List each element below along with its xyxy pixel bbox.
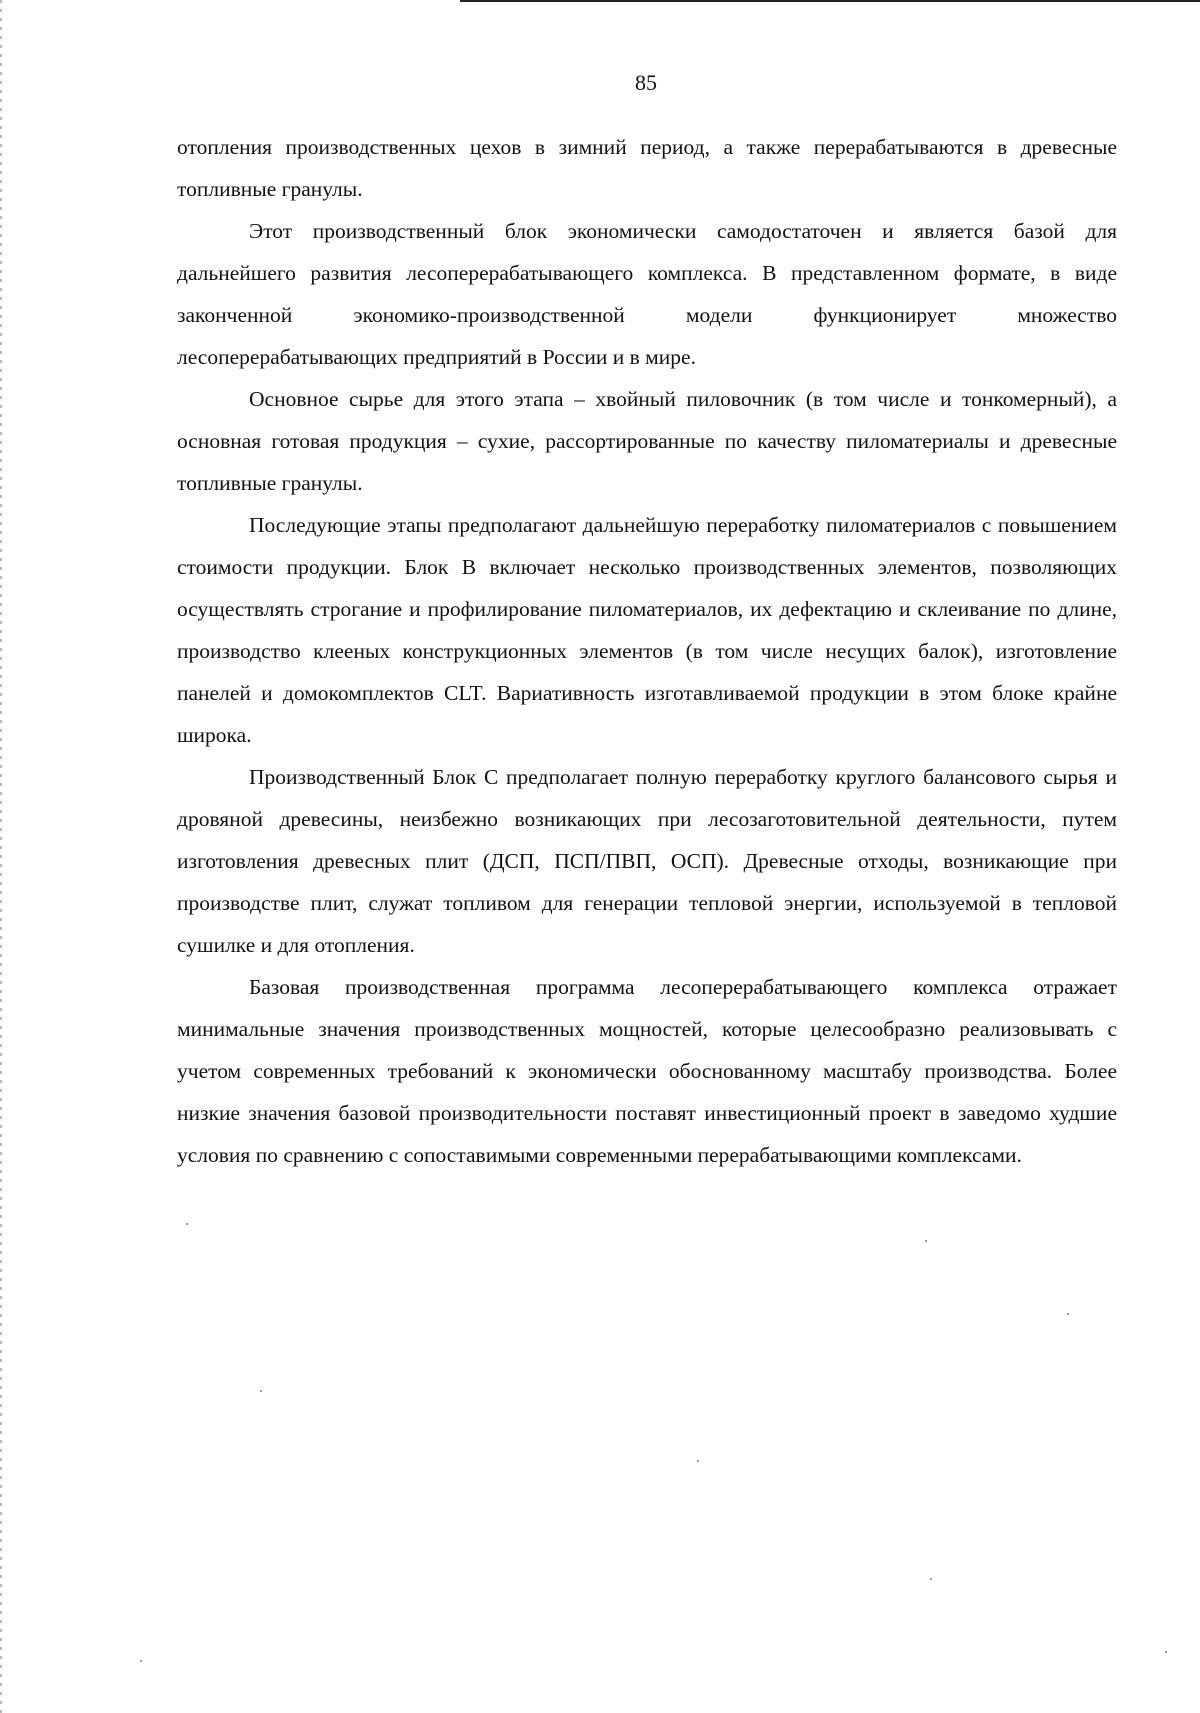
scan-left-edge (0, 0, 2, 1713)
scan-speck (186, 1223, 188, 1225)
document-body (177, 126, 1117, 1176)
scan-speck (930, 1578, 932, 1580)
paragraph-1: отопления производственных цехов в зимний период, а также перерабатываются в древесные топливные гранулы. (177, 135, 1117, 201)
scan-speck (925, 1240, 927, 1242)
scan-top-border (460, 0, 1200, 2)
paragraph-5: Производственный Блок С предполагает полную переработку круглого балансового сырья и дровяной древесины, неизбежно возникающих при лесозаготовительной деятельности, путем изготовления древесных плит (ДСП, ПСП/ПВП, ОСП). Древесные отходы, возникающие при производстве плит, служат топливом для генерации тепловой энергии, используемой в тепловой сушилке и для отопления. (177, 765, 1117, 957)
paragraph-4: Последующие этапы предполагают дальнейшую переработку пиломатериалов с повышением стоимости продукции. Блок В включает несколько производственных элементов, позволяющих осуществлять строгание и профилирование пиломатериалов, их дефектацию и склеивание по длине, производство клееных конструкционных элементов (в том числе несущих балок), изготовление панелей и домокомплектов CLT. Вариативность изготавливаемой продукции в этом блоке крайне широка. (177, 513, 1117, 747)
paragraph-6: Базовая производственная программа лесоперерабатывающего комплекса отражает минимальные значения производственных мощностей, которые целесообразно реализовывать с учетом современных требований к экономически обоснованному масштабу производства. Более низкие значения базовой производительности поставят инвестиционный проект в заведомо худшие условия по сравнению с сопоставимыми современными перерабатывающими комплексами. (177, 975, 1117, 1167)
page-number: 85 (635, 70, 657, 95)
scan-speck (697, 1460, 699, 1462)
scan-speck (140, 1660, 142, 1662)
paragraph-2: Этот производственный блок экономически самодостаточен и является базой для дальнейшего развития лесоперерабатывающего комплекса. В представленном формате, в виде законченной экономико-производственной модели функционирует множество лесоперерабатывающих предприятий в России и в мире. (177, 219, 1117, 369)
scan-speck (1067, 1313, 1069, 1315)
scan-speck (1165, 1651, 1167, 1653)
scan-speck (260, 1390, 262, 1392)
paragraph-3: Основное сырье для этого этапа – хвойный пиловочник (в том числе и тонкомерный), а основная готовая продукция – сухие, рассортированные по качеству пиломатериалы и древесные топливные гранулы. (177, 387, 1117, 495)
